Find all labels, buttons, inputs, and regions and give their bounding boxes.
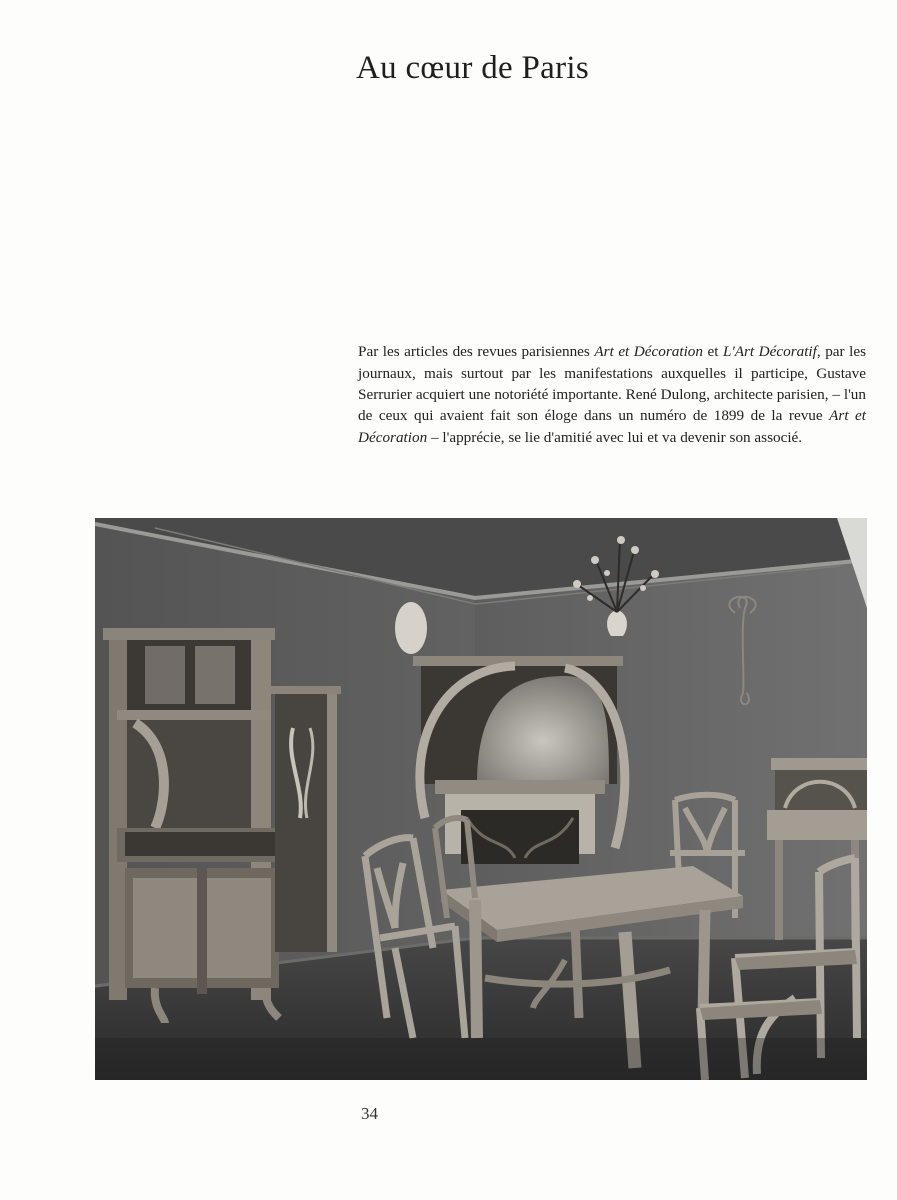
page-number: 34 bbox=[361, 1104, 378, 1123]
intro-paragraph bbox=[358, 341, 866, 448]
intro-text-3: , par les journaux, mais surtout par les manifestations auxquelles il participe, Gustave Serrurier acquiert une notoriété importante. René Dulong, architecte parisien, – l'un de ceux qui avaient fait son éloge dans un numéro de 1899 de la revue bbox=[358, 343, 866, 425]
intro-text-1: Par les articles des revues parisiennes bbox=[358, 343, 595, 361]
interior-photograph bbox=[95, 518, 867, 1080]
interior-photograph-drawing bbox=[95, 518, 867, 1080]
intro-journal-2: L'Art Décoratif bbox=[723, 343, 817, 361]
intro-journal-3: Art et Décoration bbox=[358, 407, 866, 446]
page-title: Au cœur de Paris bbox=[356, 50, 589, 86]
intro-text-2: et bbox=[702, 343, 724, 361]
intro-journal-1: Art et Décoration bbox=[594, 343, 703, 361]
intro-text-4: – l'apprécie, se lie d'amitié avec lui et va devenir son associé. bbox=[427, 428, 803, 446]
